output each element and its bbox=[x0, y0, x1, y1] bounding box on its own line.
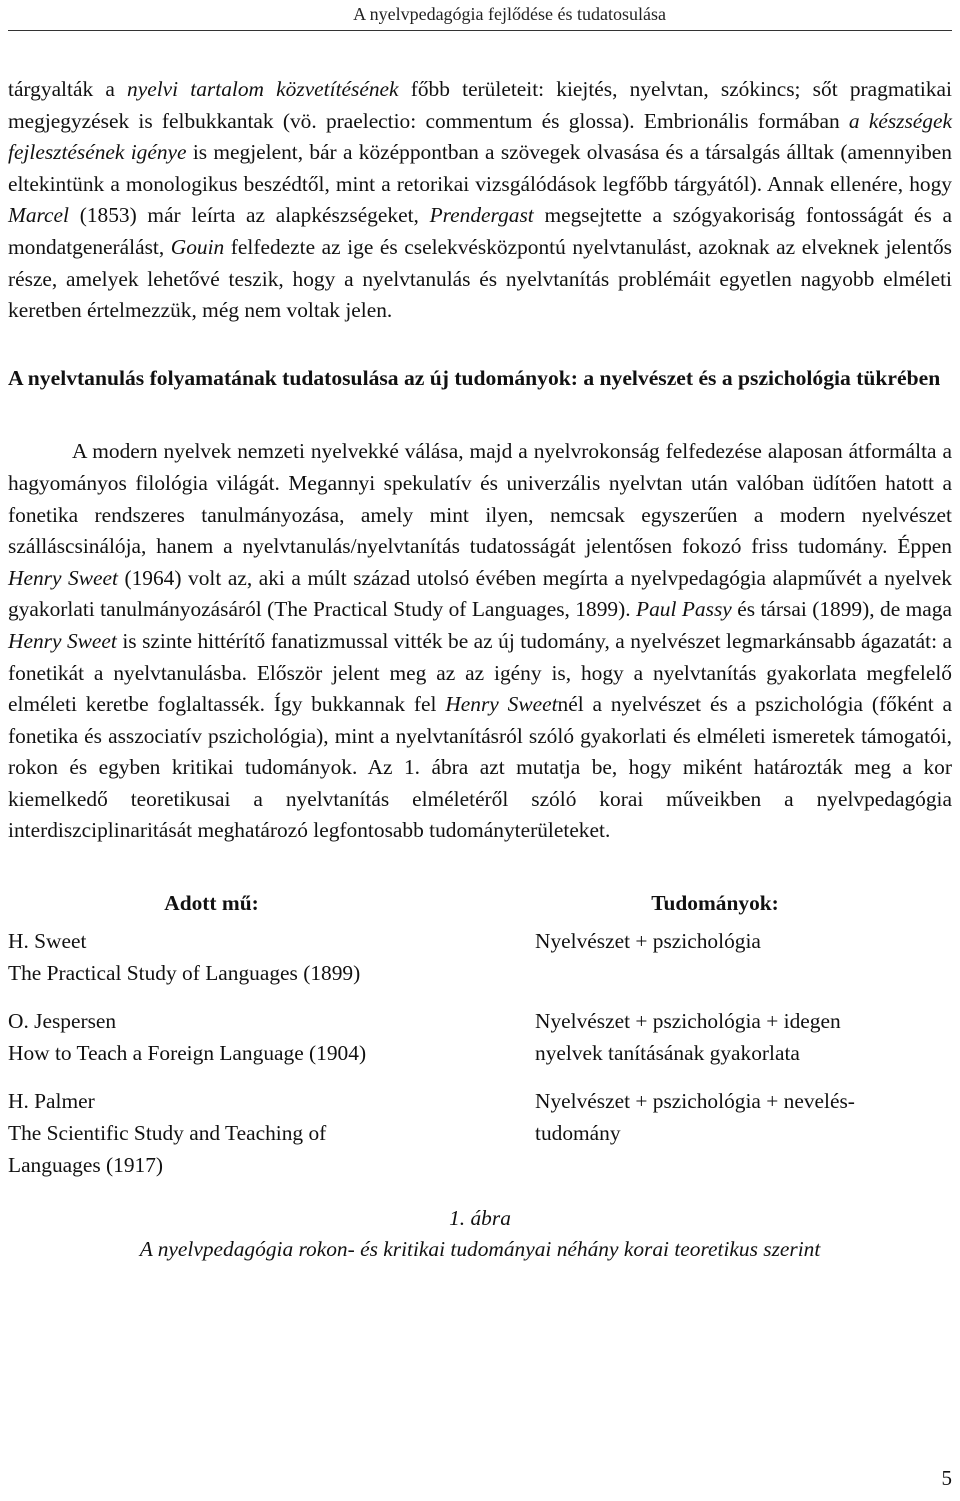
italic-run: Prendergast bbox=[429, 203, 534, 228]
sciences-cont: tudomány bbox=[535, 1121, 621, 1146]
italic-run: Henry Sweet bbox=[8, 565, 118, 590]
author: H. Palmer bbox=[8, 1089, 95, 1114]
figure-work-cell bbox=[8, 1085, 535, 1197]
text-run: (1964) volt az, aki a múlt század utolsó évében megírta a nyelvpedagógia alapművét a nyelvek gyakorlati tanulmányozásáról (The Practical Study of Languages, 1899). bbox=[8, 565, 952, 622]
paragraph-2 bbox=[8, 436, 952, 847]
figure-sciences-cell bbox=[535, 1005, 955, 1085]
work-title-cont: Languages (1917) bbox=[8, 1153, 164, 1178]
text-run: felfedezte az ige és cselekvésközpontú nyelvtanulást, azoknak az elveknek jelentős része, amelyek lehetővé teszik, hogy a nyelvtanulás és nyelvtanítás problémáit egyetlen nagyobb elméleti keretben értelmezzük, még nem voltak jelen. bbox=[8, 234, 952, 323]
sciences: Nyelvészet + pszichológia + idegen bbox=[535, 1009, 841, 1034]
text-run: is szinte hittérítő fanatizmussal vitték be az új tudomány, a nyelvészet legmarkánsabb ágazatát: a fonetikát a nyelvtanulásba. Először jelent meg az az igény is, hogy a nyelvtanítás gyakorlata megfelelő elméleti keretbe foglaltassék. Így bukkannak fel bbox=[8, 628, 952, 717]
text-run: és társai (1899), de maga bbox=[731, 597, 952, 622]
text-run: (1853) már leírta az alapkészségeket, bbox=[68, 203, 430, 228]
figure-col-header-sciences: Tudományok: bbox=[651, 891, 779, 916]
figure-caption bbox=[8, 1203, 952, 1265]
sciences: Nyelvészet + pszichológia bbox=[535, 929, 761, 954]
author: O. Jespersen bbox=[8, 1009, 117, 1034]
italic-run: a készségek fejlesztésének igénye bbox=[8, 108, 952, 165]
figure-caption-number: 1. ábra bbox=[449, 1206, 511, 1231]
italic-run: Paul Passy bbox=[636, 597, 732, 622]
sciences: Nyelvészet + pszichológia + nevelés- bbox=[535, 1089, 855, 1114]
figure-table bbox=[8, 887, 952, 1197]
sciences-cont: nyelvek tanításának gyakorlata bbox=[535, 1041, 800, 1066]
section-heading: A nyelvtanulás folyamatának tudatosulása az új tudományok: a nyelvészet és a pszichológia tükrében bbox=[8, 365, 941, 390]
figure-work-cell bbox=[8, 1005, 535, 1085]
italic-run: Henry Sweet bbox=[445, 692, 558, 717]
italic-run: Henry Sweet bbox=[8, 628, 117, 653]
text-run: megsejtette a szógyakoriság fontosságát és a mondatgenerálást, bbox=[8, 203, 952, 259]
figure-caption-text: A nyelvpedagógia rokon- és kritikai tudományai néhány korai teoretikus szerint bbox=[139, 1237, 821, 1262]
header-rule bbox=[8, 30, 952, 31]
text-run: A modern nyelvek nemzeti nyelvekké válása, majd a nyelvrokonság felfedezése alaposan átformálta a hagyományos filológia világát. Megannyi spekulatív és univerzális nyelvtan után valóban üdítően hatott a fonetika rendszeres tanulmányozása, amely mint ilyen, nemcsak egyszerűen a modern nyelvészet szálláscsinálója, hanem a nyelvtanulás/nyelvtanítás tudatosságát jelentősen fokozó friss tudomány. Éppen bbox=[8, 439, 952, 559]
text-run: nél a nyelvészet és a pszichológia (főként a fonetika és asszociatív pszichológia), mint a nyelvtanításról szóló gyakorlati és elméleti ismeretek támogatói, rokon és egyben kritikai tudományok. Az 1. ábra azt mutatja be, hogy miként határozták meg a kor kiemelkedő teoretikusai a nyelvtanítás elméletéről szóló korai műveikben a nyelvpedagógia interdiszciplinaritását meghatározó legfontosabb tudományterületeket. bbox=[8, 692, 952, 843]
text-run: főbb területeit: kiejtés, nyelvtan, szókincs; sőt pragmatikai megjegyzések is felbukkantak (vö. praelectio: commentum és glossa). Embrionális formában bbox=[8, 77, 952, 133]
paragraph-1 bbox=[8, 74, 952, 327]
work-title: The Practical Study of Languages (1899) bbox=[8, 961, 361, 986]
figure-sciences-cell bbox=[535, 925, 955, 1005]
page-number: 5 bbox=[941, 1466, 952, 1490]
text-run: is megjelent, bár a középpontban a szövegek olvasása és a társalgás álltak (amennyiben eltekintünk a monologikus beszédtől, mint a retorikai vizsgálódások legfőbb tárgyától). Annak ellenére, hogy bbox=[8, 140, 952, 196]
work-title: The Scientific Study and Teaching of bbox=[8, 1121, 327, 1146]
figure-sciences-cell bbox=[535, 1085, 955, 1197]
italic-run: Marcel bbox=[8, 203, 69, 228]
page-content bbox=[8, 74, 952, 1265]
italic-run: Gouin bbox=[170, 234, 225, 259]
running-header: A nyelvpedagógia fejlődése és tudatosulása bbox=[353, 4, 666, 24]
figure-col-header-works: Adott mű: bbox=[164, 891, 259, 916]
author: H. Sweet bbox=[8, 929, 87, 954]
italic-run: nyelvi tartalom közvetítésének bbox=[127, 77, 399, 101]
text-run: tárgyalták a bbox=[8, 77, 128, 101]
work-title: How to Teach a Foreign Language (1904) bbox=[8, 1041, 367, 1066]
figure-work-cell bbox=[8, 925, 535, 1005]
